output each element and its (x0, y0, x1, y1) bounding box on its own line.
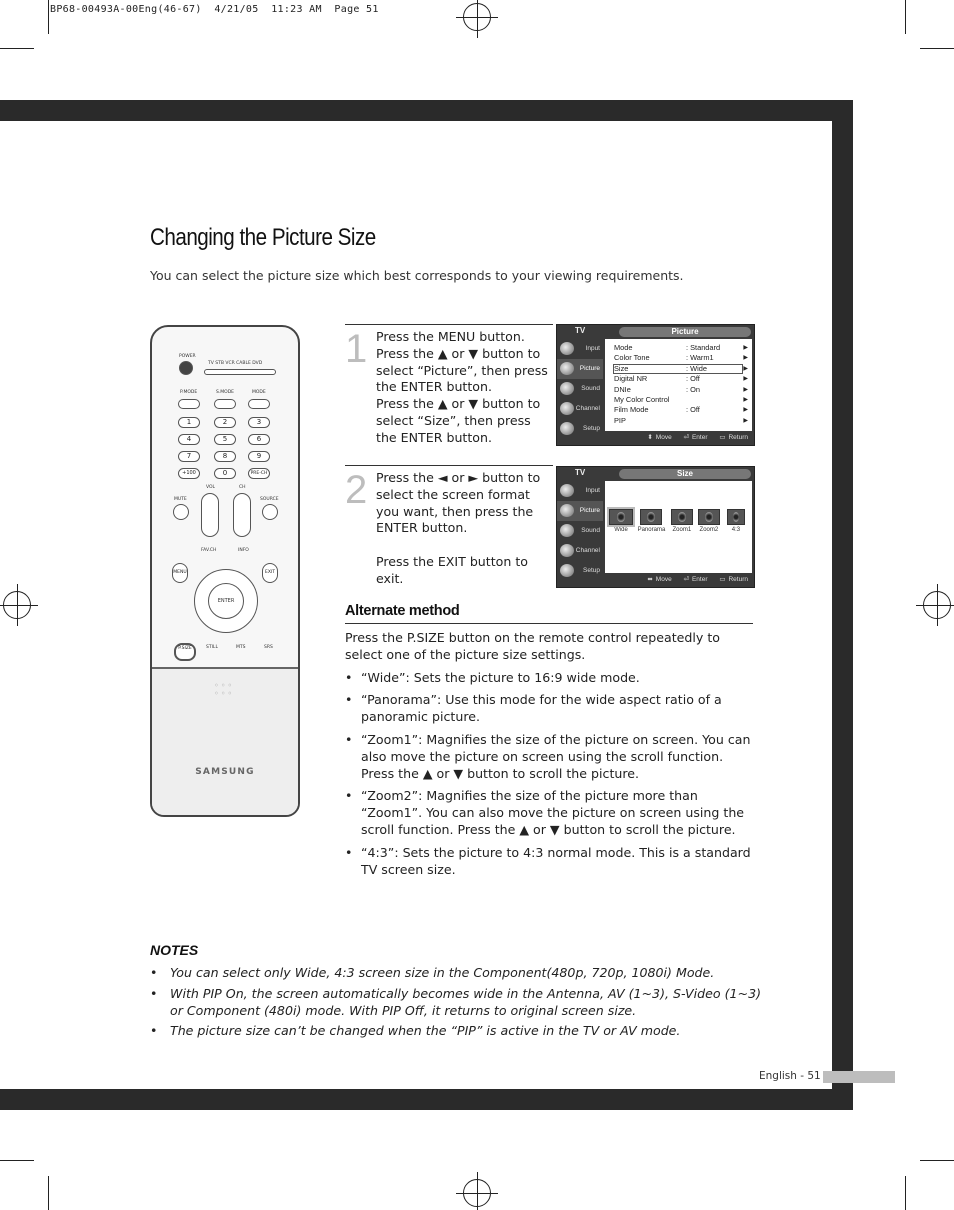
osd-footer-move: Move (655, 434, 672, 441)
mode-button (248, 399, 270, 409)
list-item: • “Zoom1”: Magnifies the size of the picture on screen. You can also move the picture on screen using the scroll function. Press the ▲ or ▼ button to scroll the picture. (345, 732, 753, 782)
source-button (262, 504, 278, 520)
crop-mark (905, 0, 906, 34)
smode-label: S.MODE (216, 390, 235, 395)
crop-mark (920, 1160, 954, 1161)
list-item: • “Zoom2”: Magnifies the size of the picture more than “Zoom1”. You can also move the picture on screen using the scroll function. Press the ▲ or ▼ button to scroll the picture. (345, 788, 753, 838)
arrow-right-icon: ▶ (743, 345, 748, 351)
source-select-bar (204, 369, 276, 375)
frame-band-right (832, 100, 853, 1110)
list-item: • “Wide”: Sets the picture to 16:9 wide mode. (345, 670, 753, 687)
remote-led-dots: ◦◦◦ (214, 681, 235, 690)
alternate-lead: Press the P.SIZE button on the remote control repeatedly to select one of the picture size settings. (345, 630, 721, 662)
mute-button (173, 504, 189, 520)
note-item: • You can select only Wide, 4:3 screen size in the Component(480p, 720p, 1080i) Mode. (150, 965, 770, 982)
crop-mark (48, 1176, 49, 1210)
notes-heading: NOTES (150, 942, 199, 958)
digit-button: 5 (214, 434, 236, 445)
mute-label: MUTE (174, 497, 187, 502)
osd-row-value: : On (686, 384, 700, 394)
size-thumbnail (698, 509, 720, 525)
osd-row-mode (605, 343, 752, 353)
osd-row-value: : Wide (686, 363, 707, 373)
size-option-label: Panorama (637, 527, 666, 533)
enter-button: ENTER (208, 583, 244, 619)
page-number: English - 51 (759, 1070, 821, 1082)
psize-button: P.SIZE (174, 643, 196, 661)
step-2 (345, 465, 553, 585)
step-paragraph: Press the MENU button. (376, 329, 525, 344)
osd-row-value (686, 395, 736, 405)
arrow-right-icon: ▶ (743, 407, 748, 414)
menu-button: MENU (172, 563, 188, 583)
digit-button: 4 (178, 434, 200, 445)
digit-button: 7 (178, 451, 200, 462)
size-thumbnail (671, 509, 693, 525)
alternate-method-body (345, 630, 753, 884)
osd-row-film-mode (605, 405, 752, 415)
size-option-label: 4:3 (731, 527, 741, 533)
vol-label: VOL (206, 485, 216, 490)
osd-row-value: : Off (686, 374, 700, 384)
intro-text: You can select the picture size which best corresponds to your viewing requirements. (150, 268, 684, 283)
digit-button: 6 (248, 434, 270, 445)
favch-label: FAV.CH (201, 548, 217, 553)
size-thumbnail (727, 509, 745, 525)
size-option-label: Zoom1 (672, 527, 692, 533)
return-icon: ▭ (719, 434, 726, 441)
return-icon: ▭ (719, 576, 726, 583)
step-text (376, 470, 551, 588)
osd-header: Size (619, 469, 751, 479)
samsung-logo: SAMSUNG (195, 767, 255, 777)
power-button (179, 361, 193, 375)
osd-row-my-color-control (605, 395, 752, 405)
digit-button: 0 (214, 468, 236, 479)
move-icon: ⬍ (647, 434, 653, 441)
osd-row-dnie (605, 385, 752, 395)
step-paragraph: Press the EXIT button to exit. (376, 553, 528, 586)
osd-side-setup: Setup (557, 561, 603, 581)
crop-mark (48, 0, 49, 34)
pmode-label: P.MODE (180, 390, 198, 395)
ch-rocker (233, 493, 251, 537)
osd-sidebar (557, 339, 603, 431)
crop-mark (0, 1160, 34, 1161)
registration-mark (463, 1179, 491, 1207)
osd-footer-move: Move (655, 576, 672, 583)
osd-tv-label: TV (575, 326, 586, 335)
frame-band-top (0, 100, 853, 121)
size-thumbnail (640, 509, 662, 525)
osd-side-setup: Setup (557, 419, 603, 439)
power-label: POWER (179, 354, 196, 359)
remote-control-illustration (150, 325, 300, 817)
prech-button: PRE-CH (248, 468, 270, 479)
osd-row-value (686, 416, 736, 426)
osd-footer-enter: Enter (691, 576, 708, 583)
step-paragraph: Press the ◄ or ► button to select the screen format you want, then press the ENTER button. (376, 470, 541, 536)
step-1 (345, 324, 553, 444)
osd-row-label: DNIe (614, 384, 631, 394)
mode-label: MODE (252, 390, 266, 395)
osd-row-label: PIP (614, 415, 626, 425)
digit-button: 1 (178, 417, 200, 428)
arrow-right-icon: ▶ (743, 365, 748, 372)
osd-row-label: Digital NR (614, 374, 648, 384)
alternate-bullets (345, 670, 753, 879)
osd-footer (557, 573, 754, 587)
info-label: INFO (238, 548, 249, 553)
osd-row-label: Mode (614, 343, 633, 352)
arrow-right-icon: ▶ (743, 355, 748, 362)
osd-row-color-tone (605, 353, 752, 363)
digit-button: 8 (214, 451, 236, 462)
osd-side-picture: Picture (557, 501, 603, 521)
plus100-button: +100 (178, 468, 200, 479)
source-select-labels: TV STB VCR CABLE DVD (208, 361, 263, 366)
step-paragraph: Press the ▲ or ▼ button to select “Picture”, then press the ENTER button. (376, 345, 548, 395)
osd-picture-menu (556, 324, 755, 446)
osd-row-value: : Warm1 (686, 353, 714, 363)
srs-label: SRS (264, 645, 273, 650)
osd-side-channel: Channel (557, 399, 603, 419)
osd-size-menu (556, 466, 755, 588)
osd-footer-return: Return (728, 576, 748, 583)
source-label: SOURCE (260, 497, 279, 502)
osd-row-label: Size (614, 363, 629, 373)
size-options (609, 509, 748, 533)
crop-mark (920, 48, 954, 49)
osd-side-sound: Sound (557, 379, 603, 399)
osd-row-size (605, 364, 752, 374)
remote-led-dots: ◦◦◦ (214, 689, 235, 698)
section-divider (345, 623, 753, 624)
mts-label: MTS (236, 645, 246, 650)
size-option-label: Wide (614, 527, 628, 533)
step-paragraph-spacer (376, 537, 551, 554)
arrow-right-icon: ▶ (743, 396, 748, 403)
still-label: STILL (206, 645, 218, 650)
osd-side-sound: Sound (557, 521, 603, 541)
arrow-right-icon: ▶ (743, 417, 748, 424)
osd-picture-pane (605, 339, 752, 431)
step-number: 1 (345, 327, 368, 371)
digit-button: 3 (248, 417, 270, 428)
size-option-zoom1 (670, 509, 694, 533)
digit-button: 9 (248, 451, 270, 462)
osd-row-label: My Color Control (614, 394, 670, 404)
frame-band-bottom (0, 1089, 853, 1110)
size-option-wide (609, 509, 633, 533)
osd-sidebar (557, 481, 603, 573)
move-icon: ⬌ (647, 576, 653, 583)
osd-header: Picture (619, 327, 751, 337)
enter-icon: ⏎ (683, 434, 689, 441)
note-item: • With PIP On, the screen automatically becomes wide in the Antenna, AV (1~3), S-Video (1~3) or Component (480i) mode. With PIP Off, it returns to original screen size. (150, 986, 770, 1020)
osd-row-label: Color Tone (614, 353, 650, 363)
vol-rocker (201, 493, 219, 537)
crop-mark (0, 48, 34, 49)
size-option-panorama (636, 509, 667, 533)
enter-icon: ⏎ (683, 576, 689, 583)
arrow-right-icon: ▶ (743, 376, 748, 383)
size-thumbnail (609, 509, 633, 525)
step-number: 2 (345, 468, 368, 512)
ch-label: CH (239, 485, 246, 490)
registration-mark (923, 591, 951, 619)
remote-lower-panel (152, 667, 298, 815)
size-option-zoom2 (697, 509, 721, 533)
digit-button: 2 (214, 417, 236, 428)
registration-mark (463, 3, 491, 31)
osd-row-value: : Off (686, 405, 700, 415)
exit-button: EXIT (262, 563, 278, 583)
size-option-4-3 (724, 509, 748, 533)
osd-side-channel: Channel (557, 541, 603, 561)
osd-footer-enter: Enter (691, 434, 708, 441)
page-title: Changing the Picture Size (150, 224, 376, 251)
crop-mark (905, 1176, 906, 1210)
osd-footer (557, 431, 754, 445)
osd-row-pip (605, 416, 752, 426)
note-item: • The picture size can’t be changed when the “PIP” is active in the TV or AV mode. (150, 1023, 770, 1040)
osd-row-digital-nr (605, 374, 752, 384)
notes-list (150, 965, 770, 1044)
registration-mark (3, 591, 31, 619)
smode-button (214, 399, 236, 409)
osd-selection-box (613, 364, 743, 374)
step-paragraph: Press the ▲ or ▼ button to select “Size”, then press the ENTER button. (376, 396, 541, 445)
osd-footer-return: Return (728, 434, 748, 441)
osd-side-input: Input (557, 339, 603, 359)
osd-row-label: Film Mode (614, 405, 649, 415)
arrow-right-icon: ▶ (743, 386, 748, 393)
list-item: • “4:3”: Sets the picture to 4:3 normal mode. This is a standard TV screen size. (345, 845, 753, 879)
size-option-label: Zoom2 (699, 527, 719, 533)
alternate-method-heading: Alternate method (345, 603, 460, 619)
osd-side-input: Input (557, 481, 603, 501)
osd-size-pane (605, 481, 752, 573)
pmode-button (178, 399, 200, 409)
list-item: • “Panorama”: Use this mode for the wide aspect ratio of a panoramic picture. (345, 692, 753, 726)
osd-tv-label: TV (575, 468, 586, 477)
page-tab-bar (823, 1071, 895, 1083)
step-text (376, 329, 551, 447)
osd-row-value: : Standard (686, 343, 721, 352)
printer-slug: BP68-00493A-00Eng(46-67) 4/21/05 11:23 AM Page 51 (50, 4, 379, 15)
osd-side-picture: Picture (557, 359, 603, 379)
